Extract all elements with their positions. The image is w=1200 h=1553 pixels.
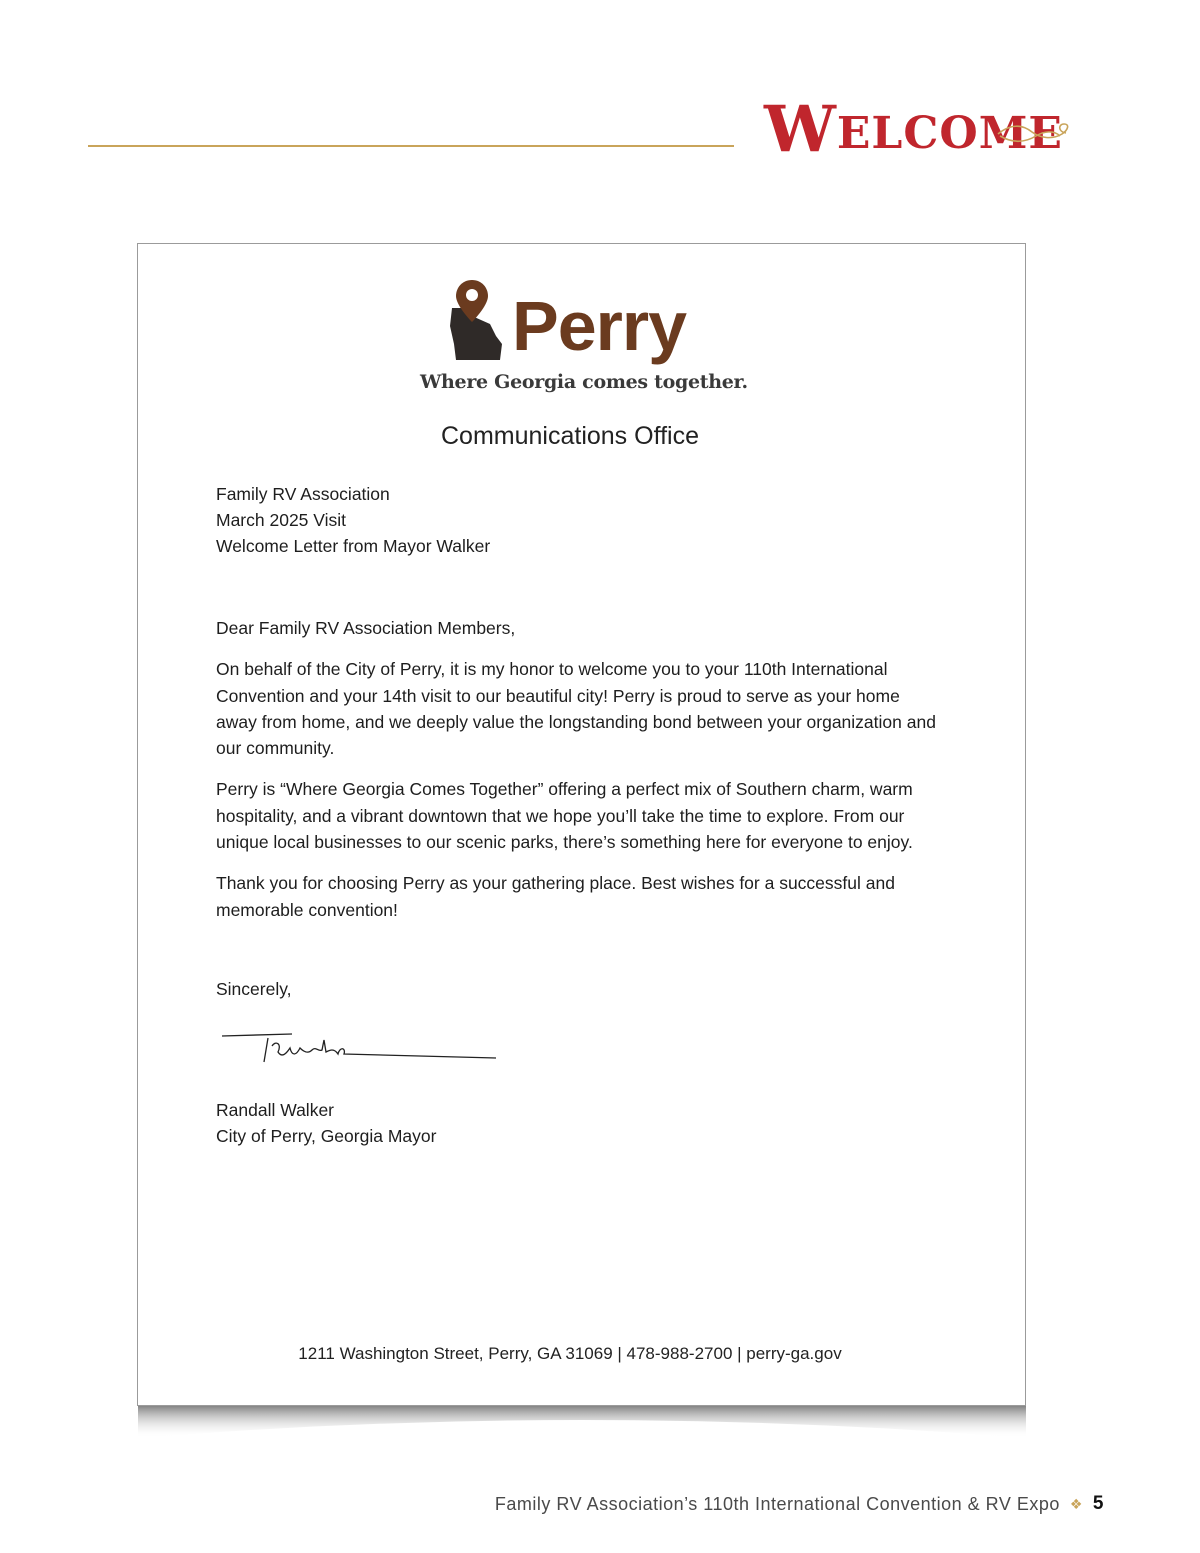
- info-line: Welcome Letter from Mayor Walker: [216, 536, 491, 556]
- page-number: 5: [1092, 1493, 1104, 1514]
- closing: Sincerely,: [216, 979, 292, 999]
- info-line: March 2025 Visit: [216, 510, 347, 530]
- section-title-rest: ELCOME: [836, 108, 1063, 159]
- paragraph: On behalf of the City of Perry, it is my honor to welcome you to your 110th International Convention and your 14th visit to our beautiful city! Perry is proud to serve as your home away from home, and we deeply value the longstanding bond between your organization and our community.: [216, 659, 936, 759]
- section-title-initial: W: [764, 92, 837, 167]
- paragraph: Perry is “Where Georgia Comes Together” offering a perfect mix of Southern charm, warm hospitality, and a vibrant downtown that we hope you’ll take the time to explore. From our unique local businesses to our scenic parks, there’s something here for everyone to enjoy.: [216, 779, 913, 853]
- letter-body: [216, 615, 936, 938]
- page-shadow: [138, 1406, 1026, 1442]
- flourish-icon: [996, 116, 1076, 152]
- header-rule: [88, 145, 734, 147]
- logo-tagline: Where Georgia comes together.: [420, 371, 748, 393]
- signature: [220, 1026, 500, 1070]
- signer-block: [216, 1097, 436, 1149]
- georgia-map-pin-icon: [446, 278, 510, 362]
- office-heading: Communications Office: [441, 422, 699, 450]
- letter-info-block: [216, 481, 490, 559]
- salutation: Dear Family RV Association Members,: [216, 618, 516, 638]
- diamond-icon: ❖: [1069, 1495, 1083, 1512]
- paragraph: Thank you for choosing Perry as your gathering place. Best wishes for a successful and memorable convention!: [216, 873, 895, 920]
- footer-text: Family RV Association’s 110th International Convention & RV Expo: [494, 1493, 1060, 1514]
- signer-name: Randall Walker: [216, 1100, 335, 1120]
- page-footer: [495, 1493, 1104, 1515]
- perry-logo-text: Perry: [512, 287, 687, 365]
- signer-title: City of Perry, Georgia Mayor: [216, 1126, 437, 1146]
- letter-address: 1211 Washington Street, Perry, GA 31069 | 478-988-2700 | perry-ga.gov: [298, 1344, 842, 1363]
- info-line: Family RV Association: [216, 484, 390, 504]
